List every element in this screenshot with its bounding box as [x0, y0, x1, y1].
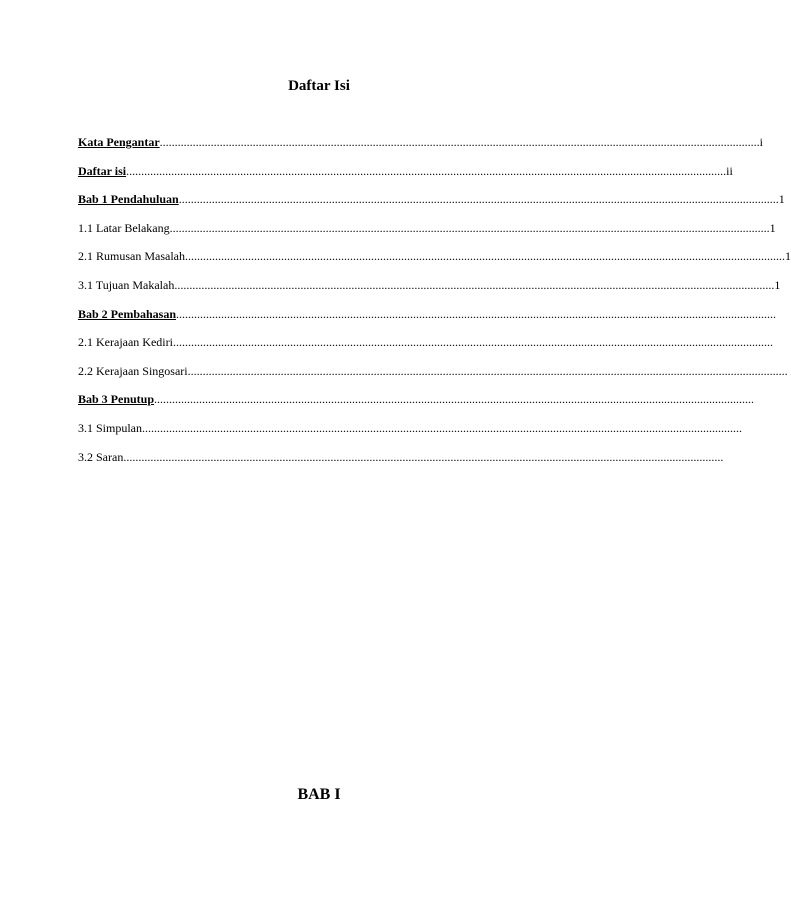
toc-entry-page: 1: [769, 220, 776, 235]
toc-entry: [78, 306, 777, 335]
toc-entry-label: 2.1 Rumusan Masalah: [78, 249, 185, 264]
toc-entry: [78, 334, 773, 363]
toc-entry-label: 3.1 Simpulan: [78, 420, 143, 435]
toc-entry-label: Daftar isi: [78, 163, 127, 178]
toc-leader-dots: ........................................................................................................................................................................................................: [142, 420, 743, 435]
toc-entry-label: 2.2 Kerajaan Singosari: [78, 363, 188, 378]
toc-entry: [78, 220, 776, 249]
toc-entry: [78, 420, 743, 449]
toc-entry-page: ii: [726, 163, 733, 178]
toc-entry: [78, 277, 781, 306]
toc-title: Daftar Isi: [288, 78, 350, 94]
toc-leader-dots: ........................................................................................................................................................................................................: [169, 220, 770, 235]
toc-entry-label: Bab 1 Pendahuluan: [78, 192, 179, 207]
toc-entry-label: Kata Pengantar: [78, 135, 160, 149]
toc-leader-dots: ........................................................................................................................................................................................................: [185, 249, 785, 264]
toc-entry-label: 3.1 Tujuan Makalah: [78, 277, 175, 292]
toc-leader-dots: ........................................................................................................................................................................................................: [126, 163, 727, 178]
toc-entry: [78, 391, 755, 420]
toc-leader-dots: ........................................................................................................................................................................................................: [187, 363, 788, 378]
toc-entry-page: i: [759, 135, 763, 149]
toc-entry: [78, 191, 785, 220]
toc-entry-label: 3.2 Saran: [78, 449, 124, 464]
toc-leader-dots: ........................................................................................................................................................................................................: [159, 135, 760, 149]
toc-entry: [78, 134, 763, 163]
toc-entry-page: 1: [778, 192, 785, 207]
toc-entry: [78, 363, 788, 392]
toc-entry: [78, 163, 733, 192]
toc-leader-dots: ........................................................................................................................................................................................................: [174, 277, 775, 292]
toc-leader-dots: ........................................................................................................................................................................................................: [172, 335, 773, 350]
toc-entry-label: 2.1 Kerajaan Kediri: [78, 335, 173, 350]
toc-leader-dots: ........................................................................................................................................................................................................: [178, 192, 779, 207]
toc-entry-label: 1.1 Latar Belakang: [78, 220, 170, 235]
toc-entry-label: Bab 2 Pembahasan: [78, 306, 177, 321]
toc-leader-dots: ........................................................................................................................................................................................................: [123, 449, 724, 464]
toc-leader-dots: ........................................................................................................................................................................................................: [176, 306, 777, 321]
table-of-contents: [78, 134, 791, 477]
toc-leader-dots: ........................................................................................................................................................................................................: [154, 392, 755, 407]
toc-entry: [78, 248, 791, 277]
toc-entry-page: 1: [774, 277, 781, 292]
toc-entry-label: Bab 3 Penutup: [78, 392, 155, 407]
toc-entry: [78, 449, 724, 478]
chapter-heading: BAB I: [297, 786, 341, 803]
toc-entry-page: 1: [785, 249, 791, 264]
